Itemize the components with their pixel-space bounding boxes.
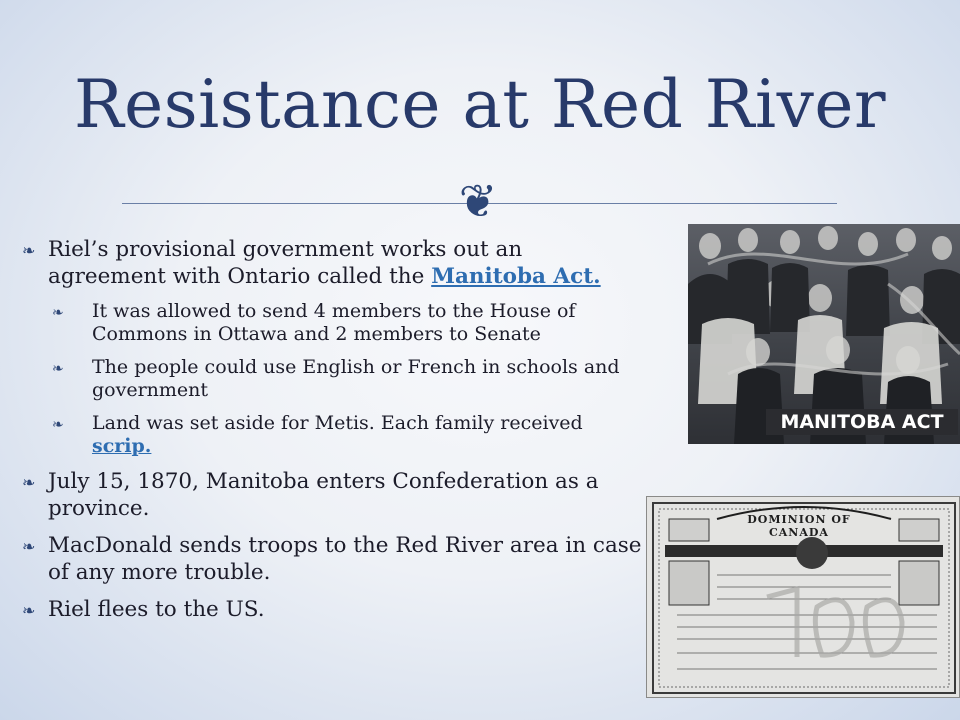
sub-bullet-icon: ❧ (52, 305, 64, 321)
bullet-item (22, 532, 642, 586)
sub-bullet-text: It was allowed to send 4 members to the House of Commons in Ottawa and 2 members to Senate (92, 300, 576, 345)
manitoba-act-photo (688, 224, 960, 444)
land-scrip-certificate (646, 496, 960, 698)
sub-bullet-icon: ❧ (52, 361, 64, 377)
manitoba-act-caption: MANITOBA ACT (766, 409, 958, 435)
bullet-text: July 15, 1870, Manitoba enters Confederation as a province. (48, 469, 599, 521)
bullet-item (22, 468, 642, 522)
sub-bullet-item (22, 300, 642, 346)
manitoba-act-link[interactable]: Manitoba Act. (431, 264, 601, 289)
slide-title: Resistance at Red River (73, 66, 886, 143)
sub-bullet-text: Land was set aside for Metis. Each family received (92, 412, 583, 434)
sub-bullet-item (22, 412, 642, 458)
bullet-list (22, 236, 642, 633)
sub-bullet-icon: ❧ (52, 417, 64, 433)
bullet-item (22, 596, 642, 623)
sub-bullet-text: The people could use English or French in schools and government (92, 356, 620, 401)
bullet-text: MacDonald sends troops to the Red River area in case of any more trouble. (48, 533, 642, 585)
bullet-text: Riel’s provisional government works out an agreement with Ontario called the (48, 237, 523, 289)
bullet-icon: ❧ (22, 241, 36, 260)
scrip-link[interactable]: scrip. (92, 435, 152, 457)
bullet-icon: ❧ (22, 601, 36, 620)
bullet-icon: ❧ (22, 473, 36, 492)
fleuron-icon: ❦ (458, 174, 498, 228)
bullet-item (22, 236, 642, 290)
sub-bullet-item (22, 356, 642, 402)
certificate-heading: DOMINION OF CANADA (747, 513, 851, 539)
bullet-text: Riel flees to the US. (48, 597, 265, 622)
bullet-icon: ❧ (22, 537, 36, 556)
